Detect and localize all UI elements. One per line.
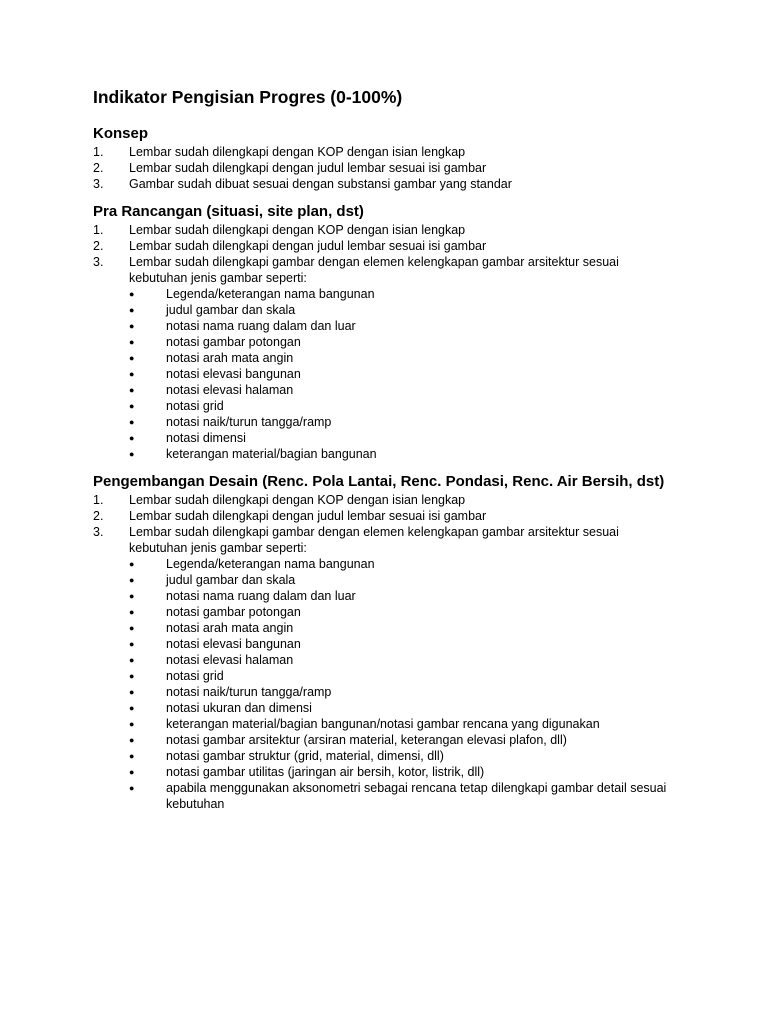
list-number: 3. xyxy=(93,525,104,539)
bullet-list-item xyxy=(129,684,673,700)
bullet-item-text: notasi gambar arsitektur (arsiran material, keterangan elevasi plafon, dll) xyxy=(166,733,567,747)
bullet-item-text: Legenda/keterangan nama bangunan xyxy=(166,557,375,571)
bullet-item-text: notasi gambar struktur (grid, material, dimensi, dll) xyxy=(166,749,444,763)
bullet-item-text: notasi ukuran dan dimensi xyxy=(166,701,312,715)
bullet-item-text: notasi naik/turun tangga/ramp xyxy=(166,415,332,429)
section-2 xyxy=(93,202,673,462)
numbered-list-item xyxy=(93,508,673,524)
numbered-list-item xyxy=(93,524,673,812)
bullet-dot-icon: ● xyxy=(129,559,135,569)
section-3 xyxy=(93,472,673,812)
bullet-item-text: notasi elevasi halaman xyxy=(166,383,294,397)
document-title: Indikator Pengisian Progres (0-100%) xyxy=(93,87,403,107)
bullet-item-text: notasi elevasi bangunan xyxy=(166,637,301,651)
bullet-list-item xyxy=(129,334,673,350)
bullet-dot-icon: ● xyxy=(129,607,135,617)
bullet-dot-icon: ● xyxy=(129,353,135,363)
numbered-list-item xyxy=(93,160,673,176)
section-1 xyxy=(93,124,673,192)
bullet-dot-icon: ● xyxy=(129,337,135,347)
list-item-text: Lembar sudah dilengkapi dengan judul lembar sesuai isi gambar xyxy=(129,161,487,175)
bullet-dot-icon: ● xyxy=(129,433,135,443)
bullet-item-text: notasi elevasi bangunan xyxy=(166,367,301,381)
document-page xyxy=(93,86,673,822)
bullet-list-item xyxy=(129,572,673,588)
numbered-list-item xyxy=(93,238,673,254)
bullet-list xyxy=(129,286,673,462)
bullet-item-text: notasi nama ruang dalam dan luar xyxy=(166,319,356,333)
bullet-dot-icon: ● xyxy=(129,735,135,745)
bullet-item-text: notasi arah mata angin xyxy=(166,621,294,635)
list-item-text: Lembar sudah dilengkapi dengan judul lembar sesuai isi gambar xyxy=(129,509,487,523)
bullet-list-item xyxy=(129,398,673,414)
numbered-item-row xyxy=(93,492,673,508)
bullet-dot-icon: ● xyxy=(129,655,135,665)
numbered-list-item xyxy=(93,144,673,160)
numbered-list-item xyxy=(93,176,673,192)
bullet-list-item xyxy=(129,446,673,462)
bullet-item-text: keterangan material/bagian bangunan/notasi gambar rencana yang digunakan xyxy=(166,717,600,731)
bullet-dot-icon: ● xyxy=(129,417,135,427)
bullet-dot-icon: ● xyxy=(129,767,135,777)
bullet-dot-icon: ● xyxy=(129,751,135,761)
bullet-dot-icon: ● xyxy=(129,385,135,395)
bullet-list-item xyxy=(129,764,673,780)
bullet-item-text: judul gambar dan skala xyxy=(166,303,296,317)
bullet-dot-icon: ● xyxy=(129,591,135,601)
bullet-item-text: notasi elevasi halaman xyxy=(166,653,294,667)
bullet-list-item xyxy=(129,668,673,684)
bullet-list-item xyxy=(129,652,673,668)
sections-container xyxy=(93,124,673,812)
section-heading: Pra Rancangan (situasi, site plan, dst) xyxy=(93,203,364,220)
list-item-text: Lembar sudah dilengkapi dengan KOP dengan isian lengkap xyxy=(129,145,466,159)
bullet-list-item xyxy=(129,700,673,716)
bullet-item-text: notasi gambar potongan xyxy=(166,605,301,619)
bullet-list-item xyxy=(129,382,673,398)
bullet-dot-icon: ● xyxy=(129,687,135,697)
numbered-list xyxy=(93,222,673,462)
bullet-dot-icon: ● xyxy=(129,305,135,315)
list-item-text: Lembar sudah dilengkapi gambar dengan elemen kelengkapan gambar arsitektur sesuai kebutuhan jenis gambar seperti: xyxy=(129,255,619,285)
list-item-text: Gambar sudah dibuat sesuai dengan substansi gambar yang standar xyxy=(129,177,512,191)
bullet-list-item xyxy=(129,604,673,620)
bullet-list-item xyxy=(129,414,673,430)
bullet-list-item xyxy=(129,588,673,604)
bullet-dot-icon: ● xyxy=(129,719,135,729)
bullet-list-item xyxy=(129,780,673,812)
list-item-text: Lembar sudah dilengkapi dengan KOP dengan isian lengkap xyxy=(129,493,466,507)
list-number: 3. xyxy=(93,177,104,191)
bullet-item-text: apabila menggunakan aksonometri sebagai rencana tetap dilengkapi gambar detail sesuai kebutuhan xyxy=(166,781,667,811)
bullet-dot-icon: ● xyxy=(129,575,135,585)
list-number: 1. xyxy=(93,493,104,507)
bullet-item-text: notasi grid xyxy=(166,669,224,683)
numbered-item-row xyxy=(93,222,673,238)
bullet-list-item xyxy=(129,716,673,732)
list-number: 2. xyxy=(93,161,104,175)
bullet-item-text: judul gambar dan skala xyxy=(166,573,296,587)
numbered-item-row xyxy=(93,160,673,176)
bullet-list-item xyxy=(129,620,673,636)
bullet-dot-icon: ● xyxy=(129,639,135,649)
bullet-item-text: notasi nama ruang dalam dan luar xyxy=(166,589,356,603)
list-number: 3. xyxy=(93,255,104,269)
numbered-item-row xyxy=(93,524,673,556)
bullet-list-item xyxy=(129,748,673,764)
bullet-list-item xyxy=(129,286,673,302)
numbered-item-row xyxy=(93,254,673,286)
section-heading: Pengembangan Desain (Renc. Pola Lantai, Renc. Pondasi, Renc. Air Bersih, dst) xyxy=(93,473,665,490)
bullet-dot-icon: ● xyxy=(129,369,135,379)
bullet-item-text: notasi gambar potongan xyxy=(166,335,301,349)
bullet-item-text: notasi gambar utilitas (jaringan air bersih, kotor, listrik, dll) xyxy=(166,765,485,779)
bullet-dot-icon: ● xyxy=(129,703,135,713)
list-item-text: Lembar sudah dilengkapi dengan KOP dengan isian lengkap xyxy=(129,223,466,237)
numbered-list xyxy=(93,492,673,812)
bullet-list xyxy=(129,556,673,812)
numbered-list xyxy=(93,144,673,192)
list-number: 1. xyxy=(93,145,104,159)
bullet-item-text: notasi arah mata angin xyxy=(166,351,294,365)
bullet-list-item xyxy=(129,366,673,382)
bullet-dot-icon: ● xyxy=(129,623,135,633)
bullet-item-text: Legenda/keterangan nama bangunan xyxy=(166,287,375,301)
bullet-item-text: keterangan material/bagian bangunan xyxy=(166,447,377,461)
bullet-dot-icon: ● xyxy=(129,289,135,299)
section-heading: Konsep xyxy=(93,125,149,142)
list-item-text: Lembar sudah dilengkapi dengan judul lembar sesuai isi gambar xyxy=(129,239,487,253)
list-item-text: Lembar sudah dilengkapi gambar dengan elemen kelengkapan gambar arsitektur sesuai kebutuhan jenis gambar seperti: xyxy=(129,525,619,555)
list-number: 2. xyxy=(93,239,104,253)
bullet-list-item xyxy=(129,302,673,318)
bullet-item-text: notasi naik/turun tangga/ramp xyxy=(166,685,332,699)
bullet-list-item xyxy=(129,556,673,572)
numbered-list-item xyxy=(93,254,673,462)
bullet-list-item xyxy=(129,318,673,334)
bullet-item-text: notasi dimensi xyxy=(166,431,246,445)
bullet-list-item xyxy=(129,732,673,748)
numbered-list-item xyxy=(93,492,673,508)
list-number: 1. xyxy=(93,223,104,237)
list-number: 2. xyxy=(93,509,104,523)
bullet-dot-icon: ● xyxy=(129,671,135,681)
bullet-dot-icon: ● xyxy=(129,449,135,459)
bullet-item-text: notasi grid xyxy=(166,399,224,413)
bullet-list-item xyxy=(129,430,673,446)
bullet-dot-icon: ● xyxy=(129,321,135,331)
numbered-list-item xyxy=(93,222,673,238)
numbered-item-row xyxy=(93,144,673,160)
bullet-list-item xyxy=(129,350,673,366)
bullet-dot-icon: ● xyxy=(129,401,135,411)
numbered-item-row xyxy=(93,508,673,524)
bullet-dot-icon: ● xyxy=(129,783,135,793)
bullet-list-item xyxy=(129,636,673,652)
numbered-item-row xyxy=(93,176,673,192)
numbered-item-row xyxy=(93,238,673,254)
